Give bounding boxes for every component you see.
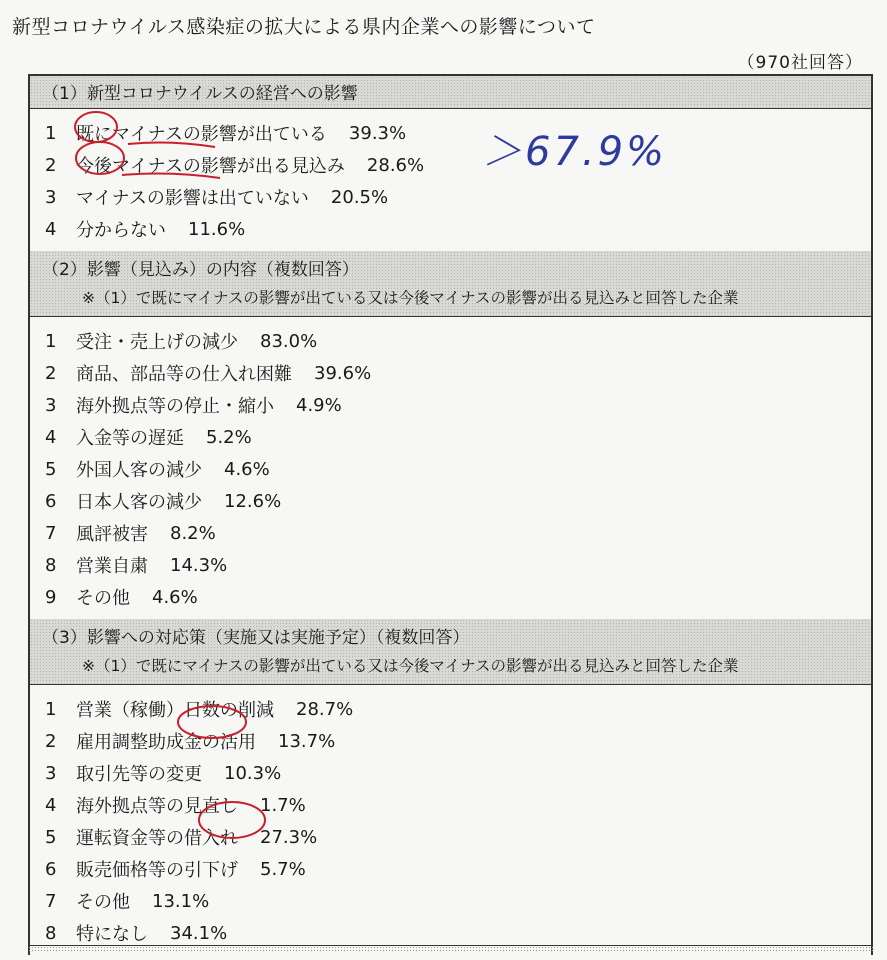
bottom-border	[28, 945, 873, 952]
item-number: 6	[45, 858, 57, 880]
list-item	[30, 853, 871, 885]
item-number: 2	[45, 730, 57, 752]
item-label: 既にマイナスの影響が出ている	[76, 124, 327, 145]
item-label: その他	[76, 588, 130, 609]
section-2-list	[30, 317, 871, 619]
item-label: 日本人客の減少	[76, 492, 202, 513]
list-item	[30, 885, 871, 917]
item-number: 4	[45, 794, 57, 816]
item-number: 3	[45, 394, 57, 416]
item-label: 海外拠点等の見直し	[76, 796, 238, 817]
list-item	[30, 693, 871, 725]
item-label: 雇用調整助成金の活用	[76, 732, 256, 753]
item-label: 営業自粛	[76, 556, 148, 577]
item-label: 取引先等の変更	[76, 764, 202, 785]
list-item	[30, 549, 871, 581]
section-2-title: （2）影響（見込み）の内容（複数回答）	[42, 260, 359, 280]
item-number: 2	[45, 362, 57, 384]
list-item	[30, 389, 871, 421]
item-number: 4	[45, 218, 57, 240]
item-number: 8	[45, 554, 57, 576]
item-percentage: 5.7%	[260, 858, 306, 880]
respondent-count: （970社回答）	[737, 53, 863, 73]
list-item	[30, 325, 871, 357]
section-1-title: （1）新型コロナウイルスの経営への影響	[42, 84, 358, 104]
handwritten-annotation: ＞67.9%	[482, 129, 668, 175]
list-item	[30, 725, 871, 757]
item-percentage: 28.6%	[366, 154, 425, 176]
item-percentage: 5.2%	[206, 426, 252, 448]
list-item	[30, 789, 871, 821]
section-3-list	[30, 685, 871, 955]
item-percentage: 13.7%	[278, 730, 336, 752]
item-number: 3	[45, 762, 57, 784]
item-label: 分からない	[76, 220, 166, 241]
item-number: 9	[45, 586, 57, 608]
item-label: 販売価格等の引下げ	[76, 860, 238, 881]
list-item	[30, 213, 871, 245]
item-label: 受注・売上げの減少	[76, 332, 238, 353]
item-number: 3	[45, 186, 57, 208]
section-2-note: ※（1）で既にマイナスの影響が出ている又は今後マイナスの影響が出る見込みと回答した企業	[82, 289, 739, 307]
list-item	[30, 357, 871, 389]
item-number: 8	[45, 922, 57, 944]
item-number: 6	[45, 490, 57, 512]
item-percentage: 34.1%	[170, 922, 228, 944]
section-1-list	[30, 109, 871, 251]
item-percentage: 83.0%	[260, 330, 318, 352]
list-item	[30, 421, 871, 453]
item-label: 営業（稼働）日数の削減	[76, 700, 274, 721]
item-number: 4	[45, 426, 57, 448]
item-percentage: 4.9%	[296, 394, 342, 416]
list-item	[30, 453, 871, 485]
item-label: 運転資金等の借入れ	[76, 828, 238, 849]
item-percentage: 10.3%	[224, 762, 282, 784]
item-percentage: 39.6%	[314, 362, 372, 384]
item-number: 7	[45, 890, 57, 912]
section-3-note: ※（1）で既にマイナスの影響が出ている又は今後マイナスの影響が出る見込みと回答した企業	[82, 657, 739, 675]
list-item	[30, 181, 871, 213]
survey-table	[28, 74, 873, 955]
item-label: 外国人客の減少	[76, 460, 202, 481]
list-item	[30, 149, 871, 181]
item-number: 2	[45, 154, 57, 176]
document-title: 新型コロナウイルス感染症の拡大による県内企業への影響について	[12, 16, 596, 38]
list-item	[30, 821, 871, 853]
item-percentage: 4.6%	[224, 458, 270, 480]
item-percentage: 28.7%	[296, 698, 354, 720]
item-number: 1	[45, 122, 57, 144]
item-percentage: 14.3%	[170, 554, 228, 576]
item-label: その他	[76, 892, 130, 913]
item-label: 特になし	[76, 924, 148, 945]
item-label: マイナスの影響は出ていない	[76, 188, 309, 209]
item-number: 7	[45, 522, 57, 544]
list-item	[30, 757, 871, 789]
item-number: 5	[45, 826, 57, 848]
section-3-header	[30, 619, 871, 685]
item-number: 5	[45, 458, 57, 480]
list-item	[30, 117, 871, 149]
list-item	[30, 517, 871, 549]
item-label: 入金等の遅延	[76, 428, 184, 449]
item-percentage: 12.6%	[224, 490, 282, 512]
item-percentage: 13.1%	[152, 890, 210, 912]
item-percentage: 4.6%	[152, 586, 198, 608]
section-1-header	[30, 76, 871, 109]
item-percentage: 27.3%	[260, 826, 318, 848]
item-label: 今後マイナスの影響が出る見込み	[76, 156, 345, 177]
item-label: 海外拠点等の停止・縮小	[76, 396, 274, 417]
item-label: 風評被害	[76, 524, 148, 545]
item-percentage: 8.2%	[170, 522, 216, 544]
item-percentage: 39.3%	[348, 122, 407, 144]
item-percentage: 20.5%	[330, 186, 389, 208]
item-label: 商品、部品等の仕入れ困難	[76, 364, 292, 385]
list-item	[30, 581, 871, 613]
item-number: 1	[45, 698, 57, 720]
item-percentage: 1.7%	[260, 794, 306, 816]
item-percentage: 11.6%	[188, 218, 246, 240]
item-number: 1	[45, 330, 57, 352]
section-2-header	[30, 251, 871, 317]
list-item	[30, 485, 871, 517]
section-3-title: （3）影響への対応策（実施又は実施予定）（複数回答）	[42, 628, 470, 648]
